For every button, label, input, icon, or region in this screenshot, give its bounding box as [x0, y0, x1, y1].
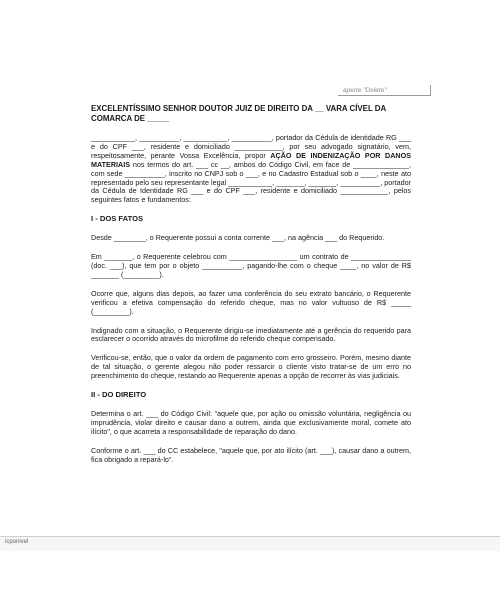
footer-bar	[0, 536, 500, 551]
paragraph-1: Desde ________, o Requerente possui a conta corrente ___, na agência ___ do Requerido.	[91, 233, 385, 243]
paragraph-2: Em _______, o Requerente celebrou com _________________ um contrato de _______________ (doc. ___), que tem por o objeto __________, pagando-lhe com o cheque ____, no valor de R$ _______ (_________).	[91, 252, 411, 279]
paragraph-7: Conforme o art. ___ do CC estabelece, "aquele que, por ato ilícito (art. ___), causar dano a outrem, fica obrigado a repará-lo".	[91, 445, 411, 464]
intro-paragraph	[91, 134, 411, 205]
paragraph-3: Ocorre que, alguns dias depois, ao fazer uma conferência do seu extrato bancário, o Requerente verificou a efetiva compensação do referido cheque, mas no valor vultuoso de R$ _____ (_________).	[91, 288, 411, 316]
document-title: EXCELENTÍSSIMO SENHOR DOUTOR JUIZ DE DIREITO DA __ VARA CÍVEL DA COMARCA DE _____	[91, 104, 386, 123]
intro-text-1: ___________, __________, ___________, __________, portador da Cédula de identidade RG ___ e do CPF ___, residente e domiciliado ____________, por seu advogado signatário, vem, respeitosamente, perante Vossa Excelência, propor	[91, 133, 411, 160]
paragraph-5: Verificou-se, então, que o valor da ordem de pagamento com erro grosseiro. Porém, mesmo diante de tal situação, o gerente alegou não poder ressarcir o cliente visto tratar-se de um erro no preenchimento do cheque, restando ao Requerente apenas a opção de recorrer às vias judiciais.	[91, 353, 411, 381]
paragraph-4: Indignado com a situação, o Requerente dirigiu-se imediatamente até a gerência do requerido para esclarecer o ocorrido através do microfilme do referido cheque compensado.	[91, 325, 411, 344]
footer-label: icponivel	[5, 539, 29, 545]
section-heading-law: II - DO DIREITO	[91, 390, 147, 400]
delete-hint-box	[338, 85, 431, 96]
delete-hint-text: aperte "Delete"	[343, 87, 387, 94]
section-heading-facts: I - DOS FATOS	[91, 214, 144, 224]
action-name: AÇÃO DE INDENIZAÇÃO POR DANOS MATERIAIS	[91, 150, 411, 169]
intro-text-2: nos termos do art. ___ cc __, ambos do Código Civil, em face de ______________, com sede __________, inscrito no CNPJ sob o ___, e no Cadastro Estadual sob o ____, neste ato representado pelo seu representante legal ___________, _______, _______, __________, portador da Cédula de Identidade RG ___ e do CPF ___, residente e domiciliado ____________, pelos seguintes fatos e fundamentos:	[91, 159, 411, 205]
paragraph-6: Determina o art. ___ do Código Civil: "aquele que, por ação ou omissão voluntária, negligência ou imprudência, violar direito e causar dano a outrem, ainda que exclusivamente moral, comete ato ilícito", o que acarreta a responsabilidade de reparação do dano.	[91, 408, 411, 436]
document-body	[91, 104, 411, 474]
